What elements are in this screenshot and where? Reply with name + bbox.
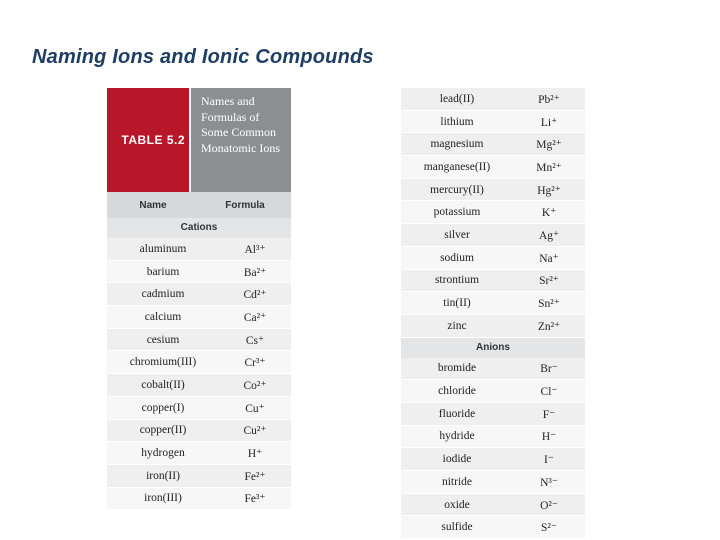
ion-row [401, 111, 585, 134]
ion-formula: Ca²⁺ [243, 311, 267, 324]
ion-row [107, 261, 291, 284]
cations-section-label: Cations [107, 218, 291, 238]
ion-name: chloride [438, 385, 476, 398]
ion-row [107, 374, 291, 397]
ion-table-right [401, 88, 585, 539]
ion-table-left [107, 88, 291, 510]
ion-row [401, 270, 585, 293]
ion-row [107, 306, 291, 329]
ion-row [401, 315, 585, 338]
ion-formula: Ba²⁺ [243, 266, 267, 279]
ion-row [107, 283, 291, 306]
ion-name: sulfide [441, 521, 473, 534]
ion-formula: Sn²⁺ [538, 298, 560, 311]
ion-row [107, 420, 291, 443]
ion-name: copper(I) [141, 401, 185, 414]
ion-name: bromide [437, 362, 477, 375]
ion-formula: Hg²⁺ [537, 184, 561, 197]
ion-row [401, 403, 585, 426]
ion-row [107, 465, 291, 488]
name-column-header: Name [139, 199, 167, 211]
right-cation-rows [401, 88, 585, 338]
ion-row [401, 426, 585, 449]
ion-row [401, 380, 585, 403]
ion-formula: Li⁺ [540, 116, 558, 129]
ion-formula: Al³⁺ [244, 243, 266, 256]
ion-formula: S²⁻ [541, 522, 557, 535]
ion-name: oxide [444, 498, 470, 511]
ion-formula: Zn²⁺ [537, 320, 561, 333]
ion-name: hydrogen [141, 447, 185, 460]
ion-row [401, 471, 585, 494]
ion-name: strontium [434, 274, 480, 287]
ion-name: lead(II) [439, 92, 475, 105]
ion-name: sodium [440, 251, 474, 264]
ion-formula: N³⁻ [540, 476, 558, 489]
ion-name: iron(II) [146, 469, 180, 482]
ion-name: silver [444, 228, 470, 241]
ion-row [401, 494, 585, 517]
ion-row [401, 179, 585, 202]
ion-name: fluoride [438, 407, 476, 420]
ion-name: manganese(II) [423, 160, 491, 173]
right-anion-rows [401, 358, 585, 540]
ion-formula: Br⁻ [540, 363, 558, 376]
ion-formula: F⁻ [542, 408, 556, 421]
ion-row [401, 516, 585, 539]
ion-name: nitride [441, 475, 473, 488]
ion-formula: Na⁺ [539, 252, 559, 265]
ion-row [107, 397, 291, 420]
ion-name: copper(II) [139, 424, 187, 437]
slide-title: Naming Ions and Ionic Compounds [32, 46, 374, 68]
ion-formula: Cl⁻ [540, 386, 558, 399]
ion-row [401, 156, 585, 179]
ion-formula: Ag⁺ [538, 229, 560, 242]
ion-row [107, 488, 291, 511]
ion-name: cesium [146, 333, 180, 346]
ion-formula: I⁻ [544, 454, 554, 467]
ion-formula: O²⁻ [540, 499, 558, 512]
ion-row [107, 442, 291, 465]
ion-formula: H⁻ [541, 431, 557, 444]
table-header-block [107, 88, 291, 192]
ion-formula: Pb²⁺ [538, 93, 560, 106]
ion-formula: Mn²⁺ [536, 161, 562, 174]
ion-row [401, 292, 585, 315]
ion-row [107, 351, 291, 374]
ion-formula: Cd²⁺ [243, 289, 267, 302]
table-caption: Names and Formulas of Some Common Monatomic Ions [189, 88, 291, 192]
ion-formula: K⁺ [541, 207, 557, 220]
left-cation-rows [107, 238, 291, 510]
ion-name: aluminum [139, 242, 187, 255]
ion-row [107, 238, 291, 261]
ion-row [401, 201, 585, 224]
ion-name: cobalt(II) [141, 378, 185, 391]
ion-name: tin(II) [443, 297, 471, 310]
ion-name: cadmium [141, 288, 185, 301]
ion-row [401, 358, 585, 381]
ion-name: hydride [439, 430, 475, 443]
ion-name: calcium [144, 310, 182, 323]
ion-name: potassium [433, 206, 481, 219]
ion-row [401, 88, 585, 111]
ion-formula: Cr³⁺ [244, 357, 266, 370]
ion-name: zinc [447, 319, 467, 332]
formula-column-header: Formula [225, 199, 265, 211]
ion-row [401, 247, 585, 270]
ion-formula: Co²⁺ [243, 379, 267, 392]
table-badge: TABLE 5.2 [107, 88, 189, 192]
ion-formula: Cu²⁺ [243, 425, 267, 438]
ion-name: iodide [442, 453, 472, 466]
ion-formula: Mg²⁺ [536, 139, 562, 152]
ion-row [107, 329, 291, 352]
ion-row [401, 448, 585, 471]
ion-formula: Sr²⁺ [539, 275, 559, 288]
ion-name: chromium(III) [129, 356, 197, 369]
ion-name: lithium [440, 115, 474, 128]
ion-name: mercury(II) [430, 183, 484, 196]
ion-name: barium [146, 265, 180, 278]
ion-formula: Fe³⁺ [244, 493, 266, 506]
ion-row [401, 133, 585, 156]
ion-formula: Fe²⁺ [244, 470, 266, 483]
anions-section-label: Anions [401, 338, 585, 358]
ion-formula: H⁺ [247, 448, 263, 461]
ion-row [401, 224, 585, 247]
ion-name: iron(III) [144, 492, 182, 505]
column-headers [107, 192, 291, 218]
ion-name: magnesium [430, 138, 484, 151]
ion-formula: Cs⁺ [245, 334, 265, 347]
ion-formula: Cu⁺ [245, 402, 265, 415]
